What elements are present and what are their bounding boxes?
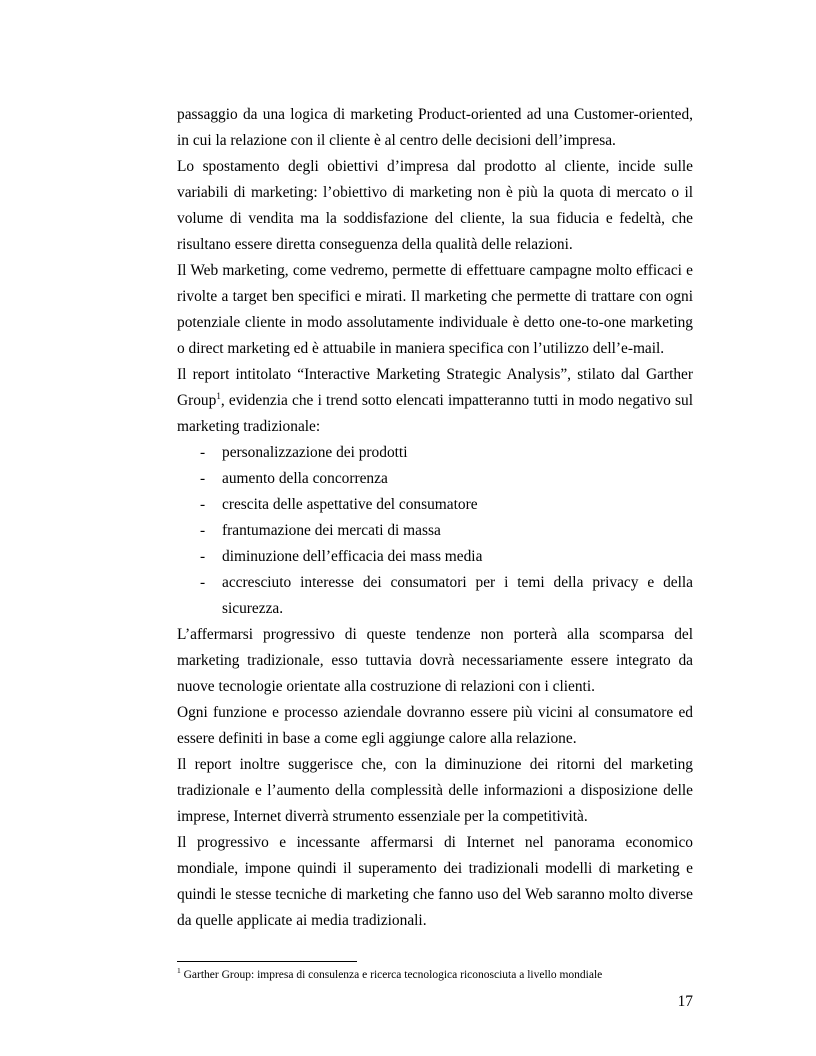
paragraph-7: Il report inoltre suggerisce che, con la diminuzione dei ritorni del marketing tradizionale e l’aumento della complessità delle informazioni a disposizione delle imprese, Internet diverrà strumento essenziale per la competitività. <box>177 756 693 825</box>
list-dash: - <box>200 574 206 591</box>
list-item <box>177 466 693 492</box>
list-item-text: personalizzazione dei prodotti <box>222 444 408 461</box>
list-item-text: accresciuto interesse dei consumatori per i temi della privacy e della sicurezza. <box>222 574 693 617</box>
paragraph-1: passaggio da una logica di marketing Product-oriented ad una Customer-oriented, in cui la relazione con il cliente è al centro delle decisioni dell’impresa. <box>177 106 693 149</box>
list-dash: - <box>200 522 206 539</box>
list-item <box>177 492 693 518</box>
footnote-reference[interactable]: 1 <box>216 390 221 401</box>
trend-list <box>177 440 693 622</box>
page-number: 17 <box>677 993 693 1010</box>
list-item <box>177 518 693 544</box>
paragraph-4-text-end: , evidenzia che i trend sotto elencati impatteranno tutti in modo negativo sul marketing tradizionale: <box>177 392 693 435</box>
page-body <box>177 102 693 934</box>
footnote-separator <box>177 961 357 962</box>
list-item-text: frantumazione dei mercati di massa <box>222 522 441 539</box>
list-item-text: diminuzione dell’efficacia dei mass media <box>222 548 483 565</box>
list-item-text: aumento della concorrenza <box>222 470 388 487</box>
paragraph-5: L’affermarsi progressivo di queste tendenze non porterà alla scomparsa del marketing tradizionale, esso tuttavia dovrà necessariamente essere integrato da nuove tecnologie orientate alla costruzione di relazioni con i clienti. <box>177 626 693 695</box>
list-item <box>177 544 693 570</box>
footnote-text: Garther Group: impresa di consulenza e ricerca tecnologica riconosciuta a livello mondiale <box>180 969 603 981</box>
list-item-text: crescita delle aspettative del consumatore <box>222 496 478 513</box>
paragraph-4 <box>177 362 693 440</box>
paragraph-4-text-start: Il report intitolato “Interactive Marketing Strategic Analysis”, stilato dal Garther Group <box>177 366 693 409</box>
list-dash: - <box>200 470 206 487</box>
paragraph-8: Il progressivo e incessante affermarsi di Internet nel panorama economico mondiale, impone quindi il superamento dei tradizionali modelli di marketing e quindi le stesse tecniche di marketing che fanno uso del Web saranno molto diverse da quelle applicate ai media tradizionali. <box>177 834 693 929</box>
paragraph-2: Lo spostamento degli obiettivi d’impresa dal prodotto al cliente, incide sulle variabili di marketing: l’obiettivo di marketing non è più la quota di mercato o il volume di vendita ma la soddisfazione del cliente, la sua fiducia e fedeltà, che risultano essere diretta conseguenza della qualità delle relazioni. <box>177 158 693 253</box>
footnote <box>177 967 693 983</box>
footnote-number: 1 <box>177 966 181 976</box>
paragraph-6: Ogni funzione e processo aziendale dovranno essere più vicini al consumatore ed essere definiti in base a come egli aggiunge calore alla relazione. <box>177 704 693 747</box>
list-dash: - <box>200 496 206 513</box>
list-item <box>177 570 693 622</box>
list-item <box>177 440 693 466</box>
list-dash: - <box>200 548 206 565</box>
paragraph-3: Il Web marketing, come vedremo, permette di effettuare campagne molto efficaci e rivolte a target ben specifici e mirati. Il marketing che permette di trattare con ogni potenziale cliente in modo assolutamente individuale è detto one-to-one marketing o direct marketing ed è attuabile in maniera specifica con l’utilizzo dell’e-mail. <box>177 262 693 357</box>
list-dash: - <box>200 444 206 461</box>
